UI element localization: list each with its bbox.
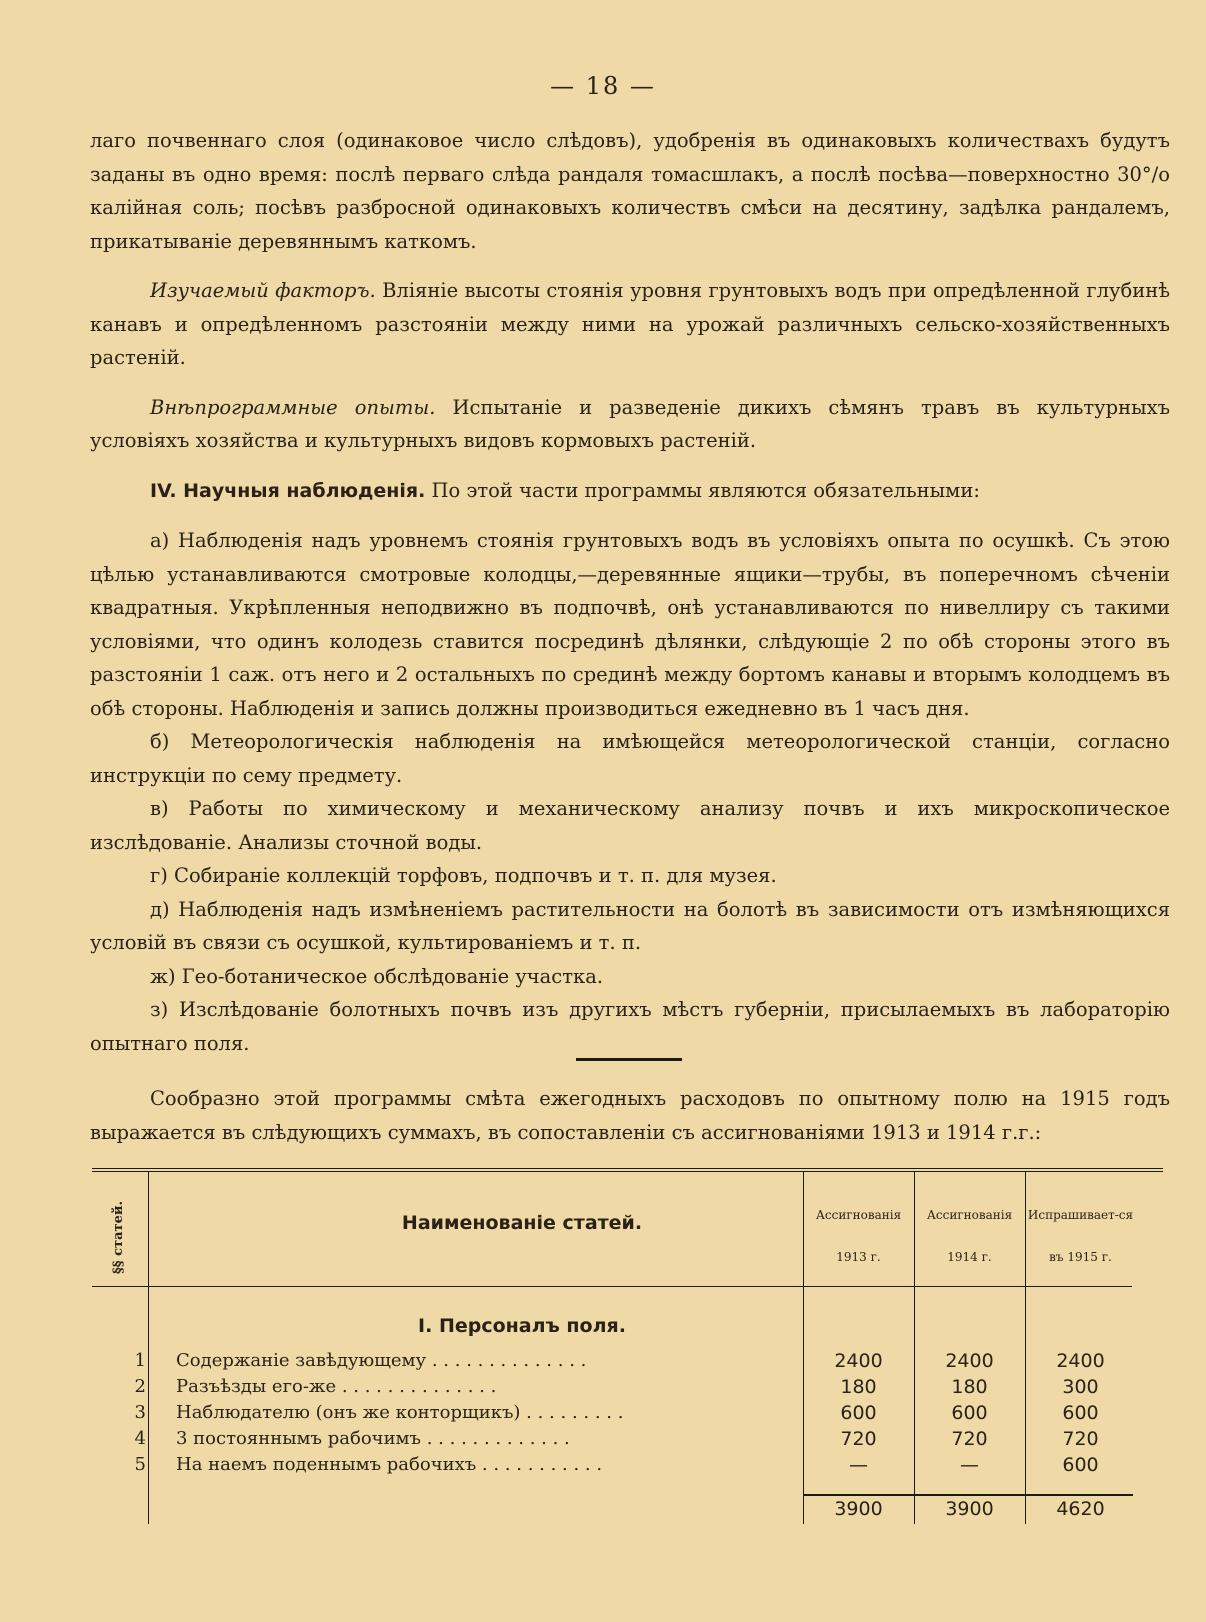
value-1915: 720 — [1062, 1428, 1099, 1450]
section-title-personnel: I. Персоналъ поля. — [418, 1315, 626, 1337]
text-scientific-observations: По этой части программы являются обязательными: — [425, 478, 980, 502]
value-1914: — — [960, 1454, 979, 1476]
value-1913: 600 — [840, 1402, 877, 1424]
list-item-zh: ж) Гео-ботаническое обслѣдованіе участка. — [150, 964, 604, 988]
budget-intro — [90, 1082, 1170, 1149]
value-1914: 600 — [951, 1402, 988, 1424]
list-item-v: в) Работы по химическому и механическому анализу почвъ и ихъ микроскопическое изслѣдованіе. Анализы сточной воды. — [90, 797, 1170, 854]
total-1915: 4620 — [1056, 1498, 1105, 1520]
totals-row — [92, 1496, 1163, 1522]
total-1914: 3900 — [945, 1498, 994, 1520]
text-extra-experiments: Испытаніе и разведеніе дикихъ сѣмянъ травъ въ культурныхъ условіяхъ хозяйства и культурныхъ видовъ кормовыхъ растеній. — [90, 395, 1170, 452]
header-divider — [92, 1286, 1132, 1287]
value-1914: 180 — [951, 1376, 988, 1398]
row-number: 2 — [134, 1376, 146, 1397]
row-name: Разъѣзды его-же . . . . . . . . . . . . . . — [176, 1376, 497, 1397]
value-1915: 2400 — [1056, 1350, 1105, 1372]
value-1913: 720 — [840, 1428, 877, 1450]
budget-intro-text: Сообразно этой программы смѣта ежегодныхъ расходовъ по опытному полю на 1915 годъ выражается въ слѣдующихъ суммахъ, въ сопоставленіи съ ассигнованіями 1913 и 1914 г.г.: — [90, 1087, 1170, 1144]
header-article-number-text: §§ статей. — [110, 1200, 126, 1274]
header-item-name: Наименованіе статей. — [401, 1212, 643, 1234]
lead-extra-experiments: Внѣпрограммные опыты. — [150, 395, 436, 419]
table-row — [92, 1374, 1163, 1400]
lead-studied-factor: Изучаемый факторъ. — [150, 279, 376, 302]
row-name: 3 постояннымъ рабочимъ . . . . . . . . . . . . . — [176, 1428, 570, 1449]
value-1913: 2400 — [834, 1350, 883, 1372]
row-number: 3 — [134, 1402, 146, 1423]
value-1915: 600 — [1062, 1402, 1099, 1424]
list-item-a: а) Наблюденія надъ уровнемъ стоянія грунтовыхъ водъ въ условіяхъ опыта по осушкѣ. Съ этою цѣлью устанавливаются смотровые колодцы,—деревянные ящики—трубы, въ поперечномъ сѣченіи квадратныя. Укрѣпленныя неподвижно въ подпочвѣ, онѣ устанавливаются по нивеллиру съ такими условіями, что одинъ колодезь ставится посрединѣ дѣлянки, слѣдующіе 2 по обѣ стороны этого въ разстояніи 1 саж. отъ него и 2 остальныхъ по срединѣ между бортомъ канавы и вторымъ колодцемъ въ обѣ стороны. Наблюденія и запись должны производиться ежедневно въ 1 часъ дня. — [90, 529, 1170, 720]
paragraph-studied-factor — [90, 274, 1170, 375]
table-row — [92, 1452, 1163, 1478]
header-1915: Испрашивает-ся въ 1915 г. — [1027, 1208, 1134, 1264]
paragraph-scientific-observations — [90, 474, 1170, 509]
value-1915: 300 — [1062, 1376, 1099, 1398]
table-row — [92, 1348, 1163, 1374]
list-item-g: г) Собираніе коллекцій торфовъ, подпочвъ и т. п. для музея. — [150, 864, 777, 887]
heading-scientific-observations: IV. Научныя наблюденія. — [150, 479, 426, 502]
table-row — [92, 1426, 1163, 1452]
text-studied-factor: Вліяніе высоты стоянія уровня грунтовыхъ водъ при опредѣленной глубинѣ канавъ и опредѣленномъ разстояніи между ними на урожай различныхъ сельско-хозяйственныхъ растеній. — [90, 279, 1170, 369]
row-number: 4 — [134, 1428, 146, 1449]
value-1914: 720 — [951, 1428, 988, 1450]
row-number: 5 — [134, 1454, 146, 1475]
budget-table — [92, 1168, 1163, 1528]
list-item-d: д) Наблюденія надъ измѣненіемъ растительности на болотѣ въ зависимости отъ измѣняющихся условій въ связи съ осушкой, культированіемъ и т. п. — [90, 897, 1170, 954]
paragraph-continuation: лаго почвеннаго слоя (одинаковое число слѣдовъ), удобренія въ одинаковыхъ количествахъ будутъ заданы въ одно время: послѣ перваго слѣда рандаля томасшлакъ, а послѣ посѣва—поверхностно 30°/о калійная соль; посѣвъ разбросной одинаковыхъ количествъ смѣси на десятину, задѣлка рандалемъ, прикатываніе деревяннымъ каткомъ. — [90, 129, 1170, 253]
header-1914: Ассигнованія 1914 г. — [926, 1208, 1013, 1264]
row-name: Содержаніе завѣдующему . . . . . . . . . . . . . . — [176, 1350, 587, 1371]
header-article-number — [98, 1192, 138, 1282]
total-1913: 3900 — [834, 1498, 883, 1520]
value-1914: 2400 — [945, 1350, 994, 1372]
section-divider — [576, 1058, 682, 1061]
row-name: На наемъ поденнымъ рабочихъ . . . . . . . . . . . — [176, 1454, 603, 1475]
row-name: Наблюдателю (онъ же конторщикъ) . . . . . . . . . — [176, 1402, 624, 1423]
list-item-b: б) Метеорологическія наблюденія на имѣющейся метеорологической станціи, согласно инструкціи по сему предмету. — [90, 730, 1170, 787]
value-1913: 180 — [840, 1376, 877, 1398]
paragraph-extra-experiments — [90, 391, 1170, 458]
header-1913: Ассигнованія 1913 г. — [815, 1208, 902, 1264]
value-1913: — — [849, 1454, 868, 1476]
table-row — [92, 1400, 1163, 1426]
value-1915: 600 — [1062, 1454, 1099, 1476]
list-item-z: з) Изслѣдованіе болотныхъ почвъ изъ другихъ мѣстъ губерніи, присылаемыхъ въ лабораторію опытнаго поля. — [90, 998, 1170, 1055]
row-number: 1 — [134, 1350, 146, 1371]
body-text — [90, 124, 1170, 1060]
page-number: — 18 — — [550, 72, 656, 100]
